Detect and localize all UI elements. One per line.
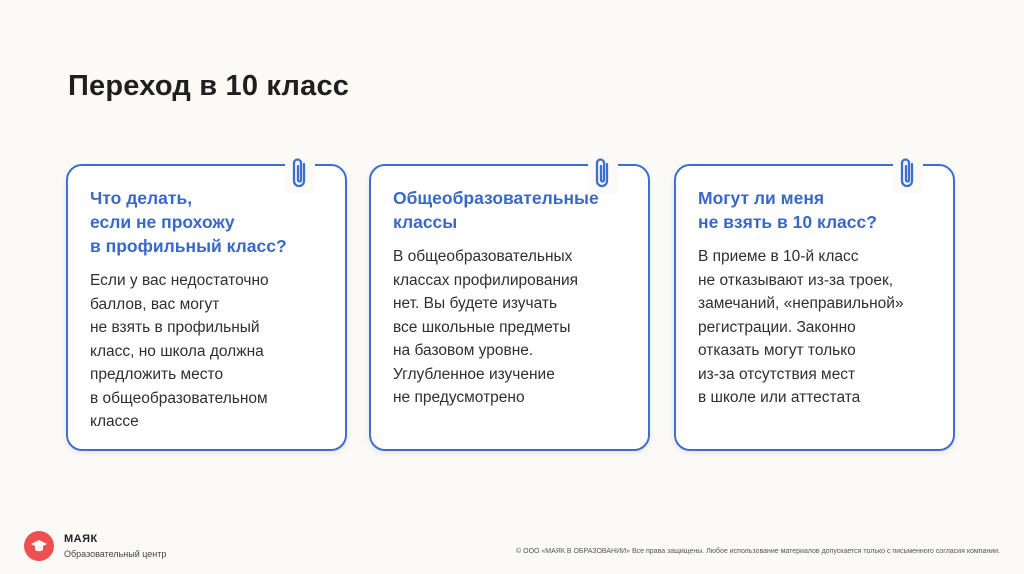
card-admission-refusal [674,164,955,451]
card-heading: Что делать, если не прохожу в профильный класс? [90,188,287,256]
card-text: В общеобразовательных классах профилирования нет. Вы будете изучать все школьные предметы на базовом уровне. Углубленное изучение не предусмотрено [393,248,579,406]
brand-subtitle: Образовательный центр [64,549,167,559]
page-title: Переход в 10 класс [68,70,350,102]
card-text: В приеме в 10-й класс не отказывают из-за троек, замечаний, «неправильной» регистрации. Законно отказать могут только из-за отсутствия мест в школе или аттестата [698,248,904,406]
brand-name: МАЯК [64,533,98,545]
card-not-in-profile-class [66,164,347,451]
graduation-cap-icon [30,537,48,555]
card-heading: Общеобразовательные классы [393,188,599,232]
card-text: Если у вас недостаточно баллов, вас могут не взять в профильный класс, но школа должна предложить место в общеобразовательном классе [90,272,269,430]
brand-logo [24,531,54,561]
card-general-classes [369,164,650,451]
card-heading: Могут ли меня не взять в 10 класс? [698,188,877,232]
copyright-text: © ООО «МАЯК В ОБРАЗОВАНИИ» Все права защищены. Любое использование материалов допускается только с письменного согласия компании. [516,548,1000,555]
